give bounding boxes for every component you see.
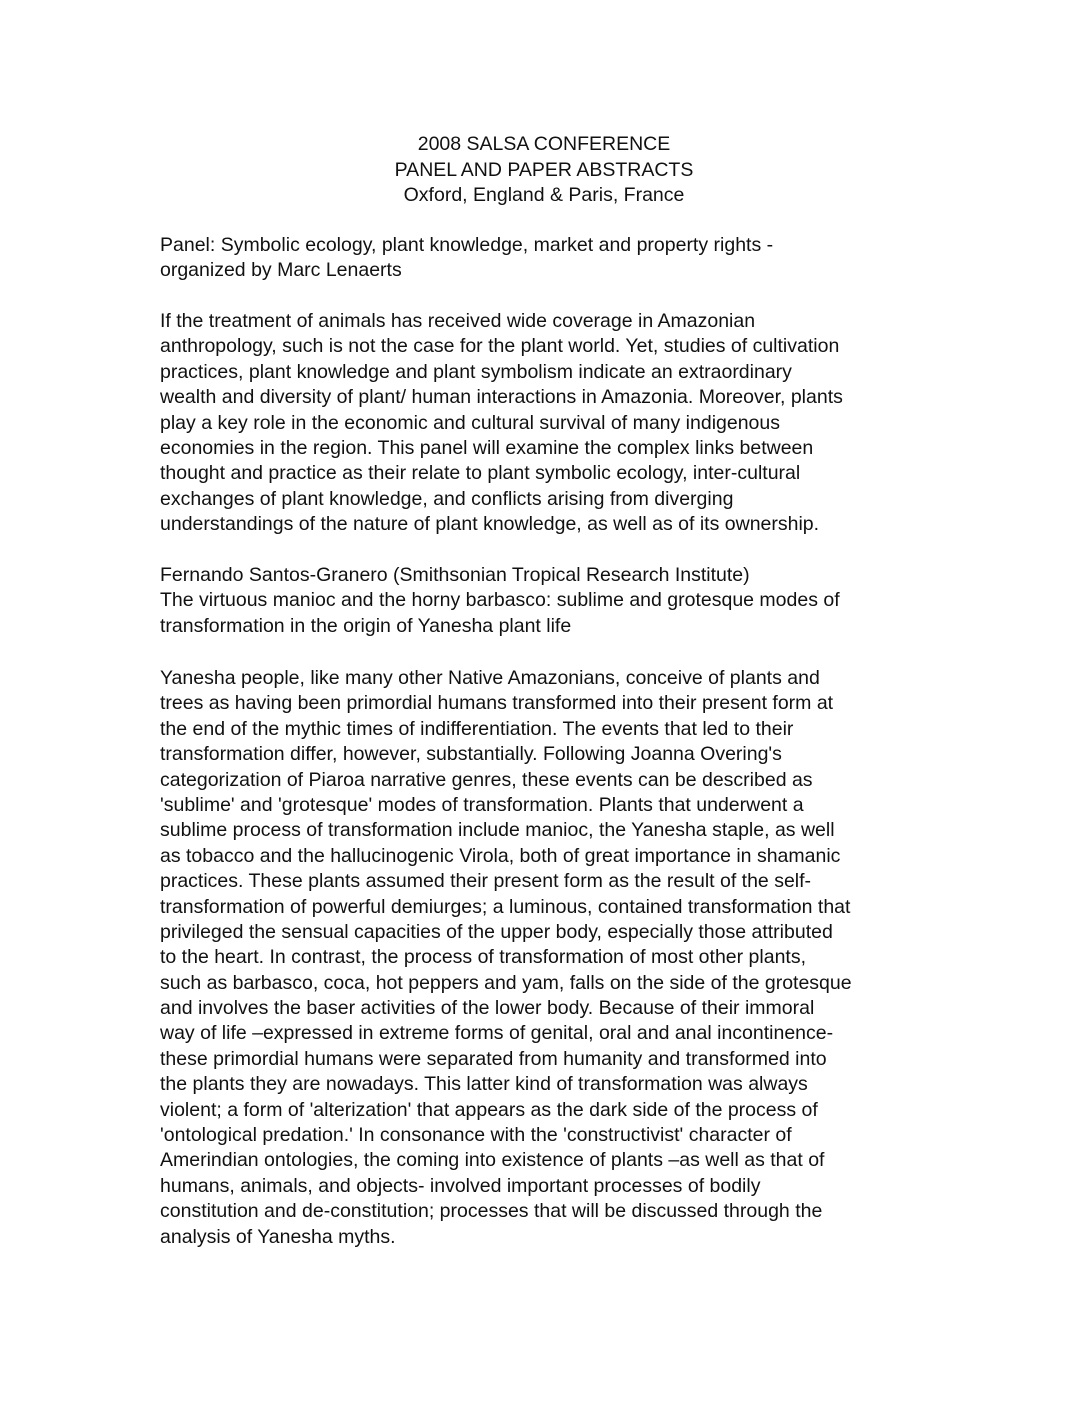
text-line: transformation differ, however, substantially. Following Joanna Overing's: [160, 743, 782, 766]
panel-heading: [160, 233, 940, 284]
text-line: 'ontological predation.' In consonance with the 'constructivist' character of: [160, 1124, 792, 1147]
text-line: privileged the sensual capacities of the upper body, especially those attributed: [160, 920, 833, 943]
text-line: trees as having been primordial humans transformed into their present form at: [160, 692, 834, 715]
paper-heading: [160, 563, 940, 639]
text-line: such as barbasco, coca, hot peppers and yam, falls on the side of the grotesque: [160, 971, 852, 994]
text-line: wealth and diversity of plant/ human interactions in Amazonia. Moreover, plants: [160, 386, 843, 409]
paper-title-line: The virtuous manioc and the horny barbasco: sublime and grotesque modes of: [160, 589, 840, 612]
document-header: [0, 132, 1088, 209]
text-line: understandings of the nature of plant knowledge, as well as of its ownership.: [160, 513, 820, 536]
text-line: Yanesha people, like many other Native Amazonians, conceive of plants and: [160, 667, 820, 689]
text-line: sublime process of transformation include manioc, the Yanesha staple, as well: [160, 819, 835, 842]
paper-abstract: [160, 666, 940, 1250]
text-line: violent; a form of 'alterization' that appears as the dark side of the process of: [160, 1098, 818, 1121]
text-line: exchanges of plant knowledge, and conflicts arising from diverging: [160, 487, 734, 510]
text-line: economies in the region. This panel will examine the complex links between: [160, 436, 814, 459]
panel-organizer-line: organized by Marc Lenaerts: [160, 259, 402, 282]
text-line: practices, plant knowledge and plant symbolism indicate an extraordinary: [160, 360, 792, 383]
panel-title-line: Panel: Symbolic ecology, plant knowledge, market and property rights -: [160, 234, 774, 256]
text-line: constitution and de-constitution; processes that will be discussed through the: [160, 1200, 823, 1223]
conference-title: 2008 SALSA CONFERENCE: [417, 133, 671, 155]
text-line: humans, animals, and objects- involved important processes of bodily: [160, 1174, 761, 1197]
text-line: way of life –expressed in extreme forms of genital, oral and anal incontinence-: [160, 1022, 834, 1045]
text-line: the end of the mythic times of indifferentiation. The events that led to their: [160, 717, 794, 740]
text-line: categorization of Piaroa narrative genres, these events can be described as: [160, 768, 813, 791]
text-line: analysis of Yanesha myths.: [160, 1225, 396, 1248]
text-line: to the heart. In contrast, the process of transformation of most other plants,: [160, 946, 806, 969]
text-line: the plants they are nowadays. This latter kind of transformation was always: [160, 1073, 808, 1096]
text-line: If the treatment of animals has received wide coverage in Amazonian: [160, 310, 756, 332]
text-line: and involves the baser activities of the lower body. Because of their immoral: [160, 997, 815, 1020]
paper-title-line: transformation in the origin of Yanesha plant life: [160, 614, 572, 637]
paper-author: Fernando Santos-Granero (Smithsonian Tropical Research Institute): [160, 564, 750, 586]
text-line: Amerindian ontologies, the coming into existence of plants –as well as that of: [160, 1149, 825, 1172]
document-subtitle: PANEL AND PAPER ABSTRACTS: [394, 158, 694, 181]
text-line: practices. These plants assumed their present form as the result of the self-: [160, 870, 812, 893]
text-line: anthropology, such is not the case for the plant world. Yet, studies of cultivation: [160, 335, 840, 358]
text-line: these primordial humans were separated from humanity and transformed into: [160, 1047, 827, 1070]
text-line: play a key role in the economic and cultural survival of many indigenous: [160, 411, 781, 434]
panel-description: [160, 309, 940, 538]
text-line: 'sublime' and 'grotesque' modes of transformation. Plants that underwent a: [160, 793, 804, 816]
conference-location: Oxford, England & Paris, France: [403, 184, 685, 206]
text-line: transformation of powerful demiurges; a luminous, contained transformation that: [160, 895, 851, 918]
text-line: as tobacco and the hallucinogenic Virola, both of great importance in shamanic: [160, 844, 841, 867]
text-line: thought and practice as their relate to plant symbolic ecology, inter-cultural: [160, 462, 801, 485]
